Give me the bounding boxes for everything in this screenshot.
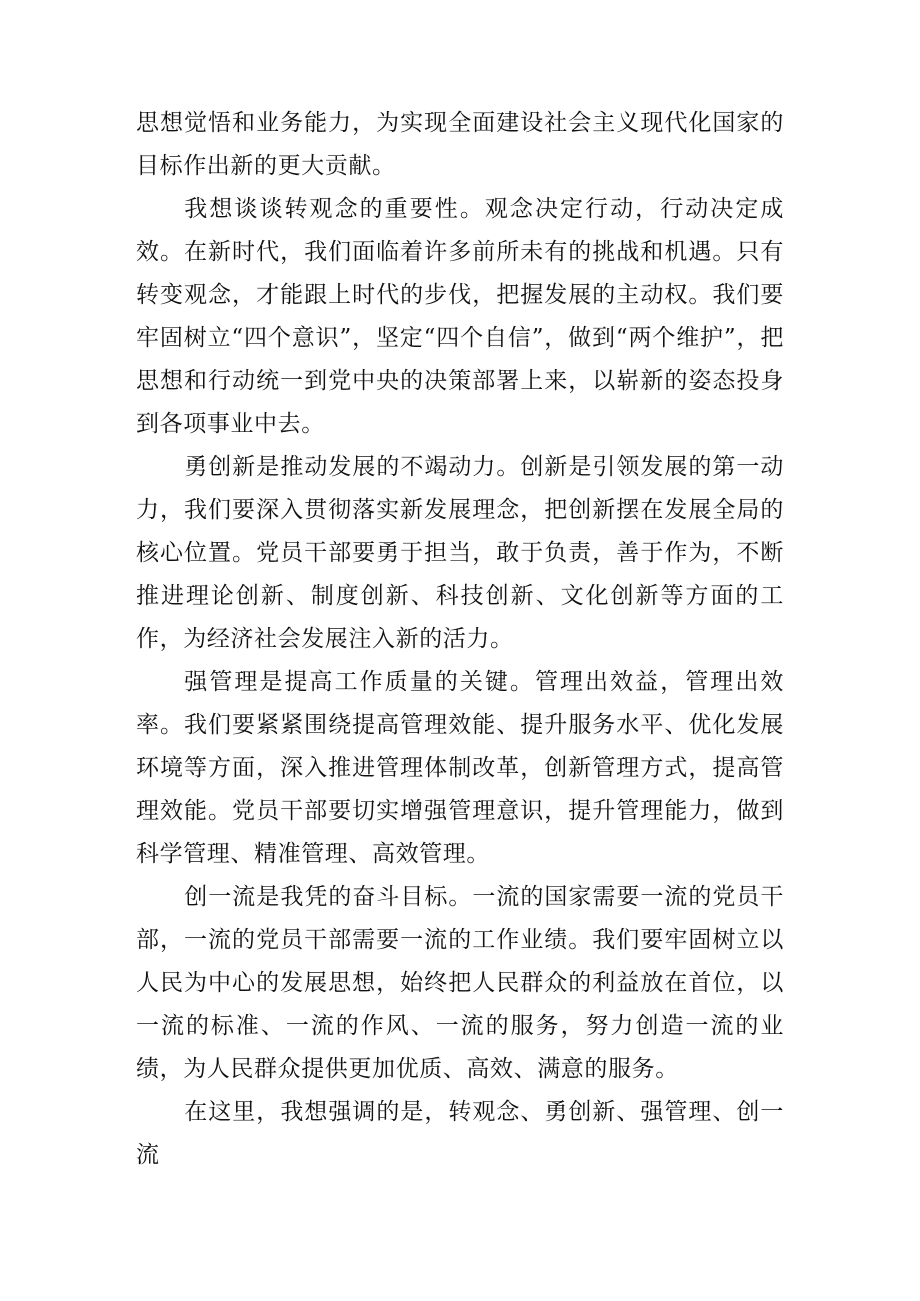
- paragraph-first-class: 创一流是我凭的奋斗目标。一流的国家需要一流的党员干部，一流的党员干部需要一流的工作业绩。我们要牢固树立以人民为中心的发展思想，始终把人民群众的利益放在首位，以一流的标准、一流的作风、一流的服务，努力创造一流的业绩，为人民群众提供更加优质、高效、满意的服务。: [136, 884, 784, 1082]
- paragraph-management: 强管理是提高工作质量的关键。管理出效益，管理出效率。我们要紧紧围绕提高管理效能、提升服务水平、优化发展环境等方面，深入推进管理体制改革，创新管理方式，提高管理效能。党员干部要切实增强管理意识，提升管理能力，做到科学管理、精准管理、高效管理。: [136, 669, 784, 867]
- paragraph-change-mindset: 我想谈谈转观念的重要性。观念决定行动，行动决定成效。在新时代，我们面临着许多前所未有的挑战和机遇。只有转变观念，才能跟上时代的步伐，把握发展的主动权。我们要牢固树立“四个意识”，坚定“四个自信”，做到“两个维护”，把思想和行动统一到党中央的决策部署上来，以崭新的姿态投身到各项事业中去。: [136, 196, 784, 437]
- paragraph-innovation: 勇创新是推动发展的不竭动力。创新是引领发展的第一动力，我们要深入贯彻落实新发展理念，把创新摆在发展全局的核心位置。党员干部要勇于担当，敢于负责，善于作为，不断推进理论创新、制度创新、科技创新、文化创新等方面的工作，为经济社会发展注入新的活力。: [136, 454, 784, 652]
- paragraph-continuation: 思想觉悟和业务能力，为实现全面建设社会主义现代化国家的目标作出新的更大贡献。: [136, 110, 784, 179]
- document-body: [136, 102, 784, 1177]
- paragraph-emphasis: 在这里，我想强调的是，转观念、勇创新、强管理、创一流: [136, 1099, 784, 1168]
